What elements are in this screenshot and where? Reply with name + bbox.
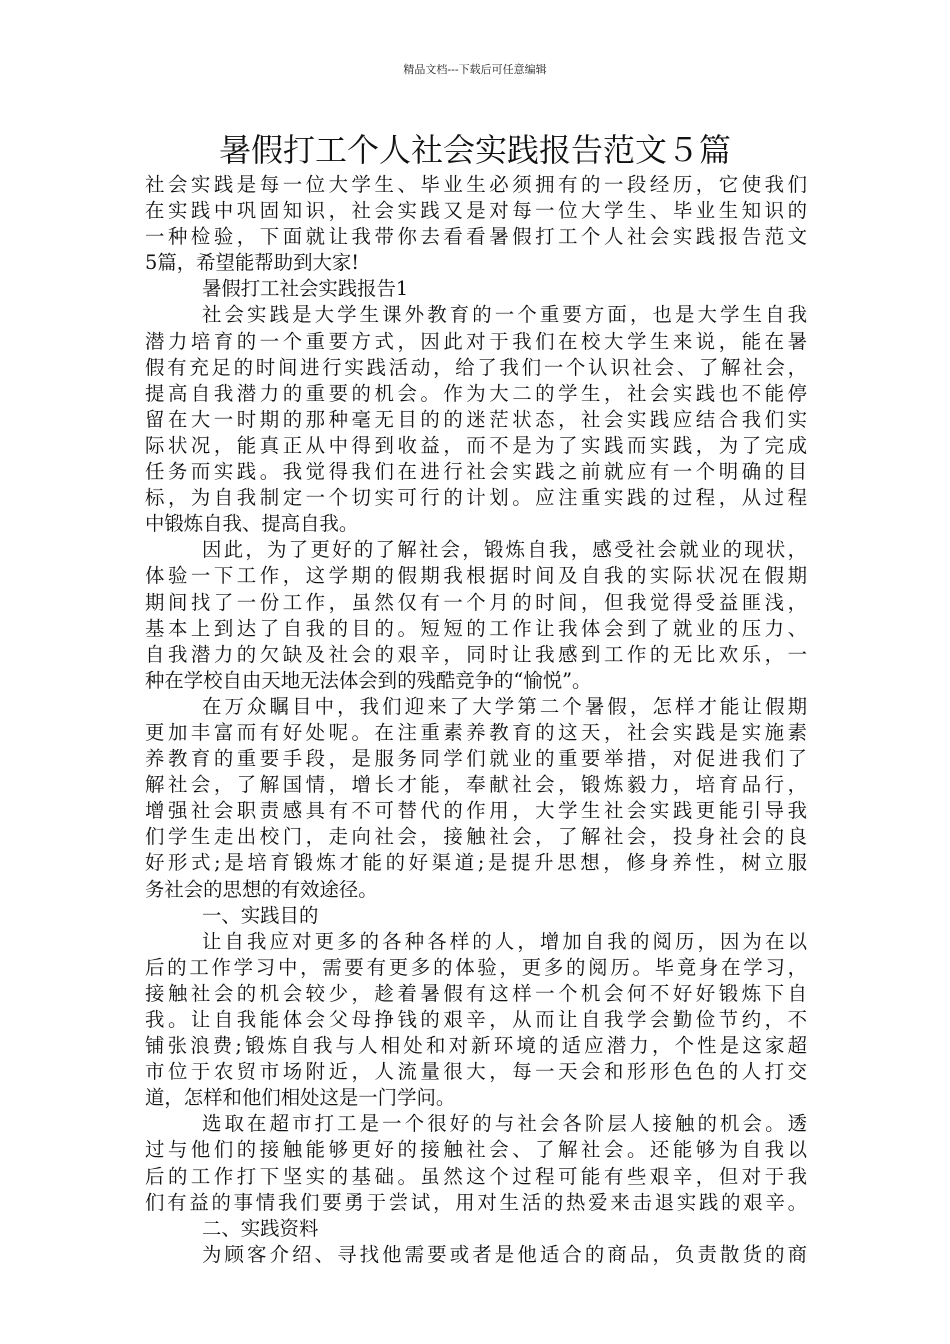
body-line: 务社会的思想的有效途径。 [145, 877, 378, 901]
body-line: 我。让自我能体会父母挣钱的艰辛，从而让自我学会勤俭节约，不 [145, 1008, 807, 1031]
body-line: 一种检验，下面就让我带你去看看暑假打工个人社会实践报告范文 [145, 225, 807, 249]
body-line: 选取在超市打工是一个很好的与社会各阶层人接触的机会。透 [202, 1112, 807, 1136]
body-line: 后的工作打下坚实的基础。虽然这个过程可能有些艰辛，但对于我 [145, 1164, 807, 1188]
body-line: 因此，为了更好的了解社会，锻炼自我，感受社会就业的现状， [202, 538, 807, 562]
body-line: 期间找了一份工作，虽然仅有一个月的时间，但我觉得受益匪浅， [145, 590, 807, 614]
body-line: 暑假打工社会实践报告1 [202, 277, 409, 301]
body-line: 在实践中巩固知识，社会实践又是对每一位大学生、毕业生知识的 [145, 199, 807, 223]
body-line: 中锻炼自我、提高自我。 [145, 512, 359, 536]
body-line: 市位于农贸市场附近，人流量很大，每一天会和形形色色的人打交 [145, 1060, 807, 1084]
document-body [145, 172, 807, 1268]
body-line: 道，怎样和他们相处这是一门学问。 [145, 1086, 456, 1110]
body-line: 提高自我潜力的重要的机会。作为大二的学生，社会实践也不能停 [145, 381, 807, 405]
body-line: 好形式;是培育锻炼才能的好渠道;是提升思想，修身养性，树立服 [145, 851, 807, 875]
body-line: 铺张浪费;锻炼自我与人相处和对新环境的适应潜力，个性是这家超 [145, 1034, 807, 1058]
body-line: 一、实践目的 [202, 903, 319, 927]
body-line: 体验一下工作，这学期的假期我根据时间及自我的实际状况在假期 [145, 564, 807, 588]
document-title: 暑假打工个人社会实践报告范文５篇 [218, 131, 731, 169]
body-line: 后的工作学习中，需要有更多的体验，更多的阅历。毕竟身在学习， [145, 955, 807, 979]
body-line: 更加丰富而有好处呢。在注重素养教育的这天，社会实践是实施素 [145, 720, 807, 744]
body-line: 接触社会的机会较少，趁着暑假有这样一个机会何不好好锻炼下自 [145, 981, 807, 1005]
body-line: 们有益的事情我们要勇于尝试，用对生活的热爱来击退实践的艰辛。 [145, 1190, 807, 1214]
body-line: 5篇，希望能帮助到大家! [145, 251, 360, 275]
body-line: 让自我应对更多的各种各样的人，增加自我的阅历，因为在以 [202, 929, 807, 953]
body-line: 基本上到达了自我的目的。短短的工作让我体会到了就业的压力、 [145, 616, 807, 640]
body-line: 社会实践是大学生课外教育的一个重要方面，也是大学生自我 [202, 303, 807, 327]
body-line: 过与他们的接触能够更好的接触社会、了解社会。还能够为自我以 [145, 1138, 807, 1162]
body-line: 解社会，了解国情，增长才能，奉献社会，锻炼毅力，培育品行， [145, 773, 807, 797]
body-line: 养教育的重要手段，是服务同学们就业的重要举措，对促进我们了 [145, 747, 807, 771]
body-line: 增强社会职责感具有不可替代的作用，大学生社会实践更能引导我 [145, 799, 807, 823]
body-line: 假有充足的时间进行实践活动，给了我们一个认识社会、了解社会， [145, 355, 807, 379]
body-line: 潜力培育的一个重要方式，因此对于我们在校大学生来说，能在暑 [145, 329, 807, 353]
body-line: 为顾客介绍、寻找他需要或者是他适合的商品，负责散货的商 [202, 1242, 807, 1266]
body-line: 自我潜力的欠缺及社会的艰辛，同时让我感到工作的无比欢乐，一 [145, 642, 807, 666]
body-line: 在万众瞩目中，我们迎来了大学第二个暑假，怎样才能让假期 [202, 694, 807, 718]
body-line: 任务而实践。我觉得我们在进行社会实践之前就应有一个明确的目 [145, 460, 807, 484]
body-line: 际状况，能真正从中得到收益，而不是为了实践而实践，为了完成 [145, 433, 807, 457]
page-header: 精品文档---下载后可任意编辑 [403, 63, 547, 76]
body-line: 社会实践是每一位大学生、毕业生必须拥有的一段经历，它使我们 [145, 173, 807, 196]
body-line: 标，为自我制定一个切实可行的计划。应注重实践的过程，从过程 [145, 486, 807, 510]
body-line: 种在学校自由天地无法体会到的残酷竞争的“愉悦”。 [145, 668, 592, 692]
body-line: 们学生走出校门，走向社会，接触社会，了解社会，投身社会的良 [145, 825, 807, 849]
body-line: 留在大一时期的那种毫无目的的迷茫状态，社会实践应结合我们实 [145, 407, 807, 431]
body-line: 二、实践资料 [202, 1216, 319, 1240]
